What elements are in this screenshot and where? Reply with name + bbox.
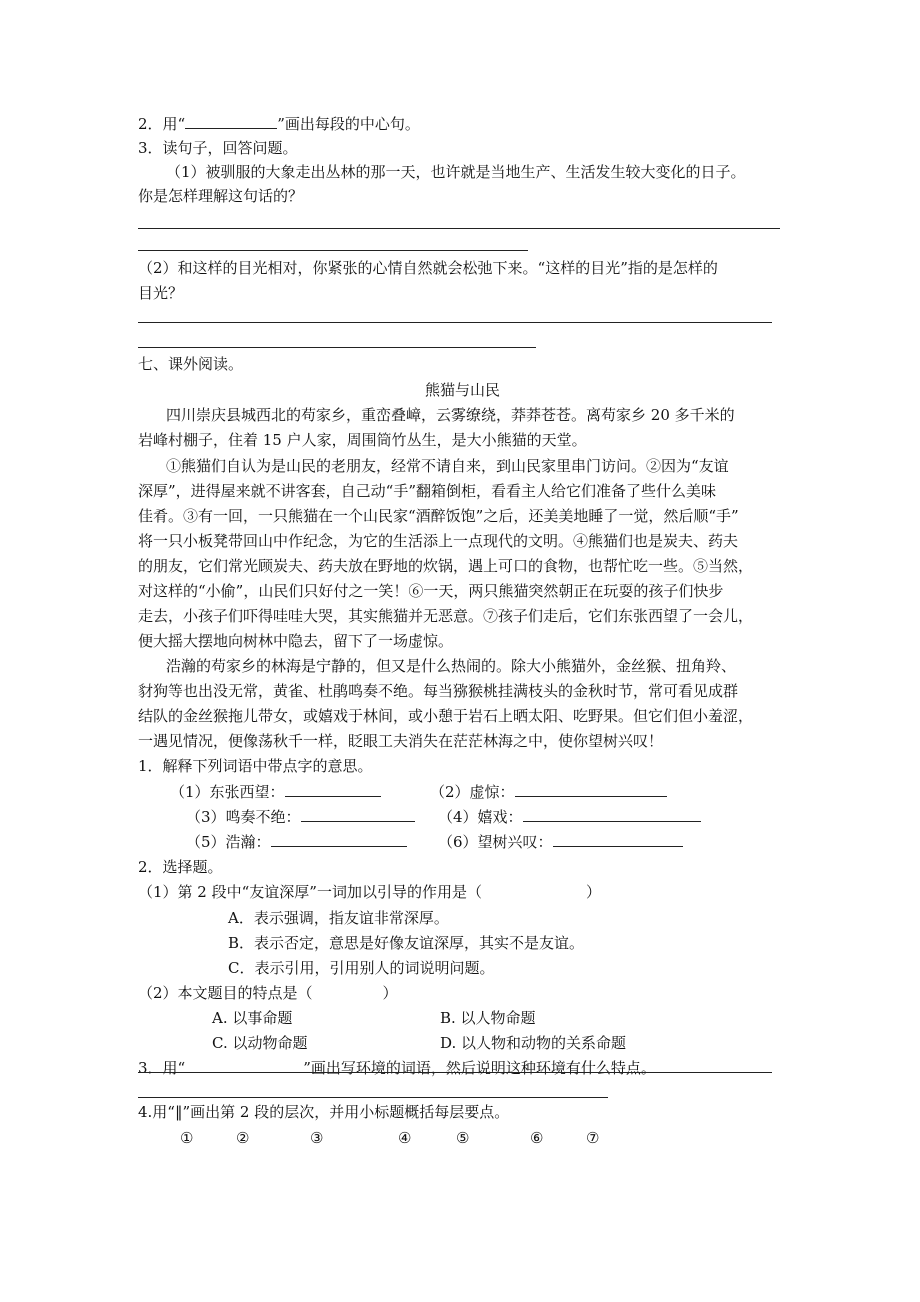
option[interactable]: A. 以事命题 <box>212 1009 293 1027</box>
article-title: 熊猫与山民 <box>425 381 501 399</box>
choice-question-1: （1）第 2 段中“友谊深厚”一词加以引导的作用是（ ） <box>138 883 601 901</box>
para1-line: 四川崇庆县城西北的苟家乡，重峦叠嶂，云雾缭绕，莽莽苍苍。离苟家乡 20 多千米的 <box>166 406 735 424</box>
option[interactable]: A．表示强调，指友谊非常深厚。 <box>228 909 449 927</box>
vocab-item: （1）东张西望： <box>170 782 381 802</box>
sentence1-line2: 你是怎样理解这句话的？ <box>138 187 304 205</box>
para2-line: 走去，小孩子们吓得哇哇大哭，其实熊猫并无恶意。⑦孩子们走后，它们东张西望了一会儿， <box>138 607 754 625</box>
blank-line[interactable] <box>553 832 683 847</box>
vocab-item: （2）虚惊： <box>430 782 667 802</box>
vocab-item: （3）鸣奏不绝： <box>186 807 415 827</box>
circle-number: ④ <box>398 1129 412 1147</box>
q1-label: 1．解释下列词语中带点字的意思。 <box>138 757 373 775</box>
option[interactable]: B．表示否定，意思是好像友谊深厚，其实不是友谊。 <box>228 934 585 952</box>
vocab-item: （4）嬉戏： <box>438 807 701 827</box>
para3-line: 浩瀚的苟家乡的林海是宁静的，但又是什么热闹的。除大小熊猫外，金丝猴、扭角羚、 <box>166 657 737 675</box>
para3-line: 一遇见情况，便像荡秋千一样，眨眼工夫消失在茫茫林海之中，使你望树兴叹！ <box>138 732 664 750</box>
q3-text: 3．用“ ”画出写环境的词语，然后说明这种环境有什么特点。 <box>138 1059 656 1077</box>
vocab-item: （6）望树兴叹： <box>438 832 683 852</box>
para2-line: ①熊猫们自认为是山民的老朋友，经常不请自来，到山民家里串门访问。②因为“友谊 <box>166 457 729 475</box>
blank-line[interactable] <box>285 782 381 797</box>
blank-line[interactable] <box>523 807 701 822</box>
sentence2-line2: 目光？ <box>138 284 184 302</box>
blank-line[interactable] <box>185 114 277 129</box>
option[interactable]: B. 以人物命题 <box>440 1009 536 1027</box>
para3-line: 结队的金丝猴拖儿带女，或嬉戏于林间，或小憩于岩石上晒太阳、吃野果。但它们但小羞涩， <box>138 707 754 725</box>
circle-number: ⑥ <box>530 1129 544 1147</box>
circle-number: ② <box>236 1129 250 1147</box>
q2-text: 2．用“ ”画出每段的中心句。 <box>138 115 420 133</box>
vocab-item: （5）浩瀚： <box>186 832 407 852</box>
blank-line[interactable] <box>515 782 667 797</box>
section-heading: 七、课外阅读。 <box>138 355 244 373</box>
option[interactable]: C. 以动物命题 <box>212 1034 308 1052</box>
option[interactable]: C．表示引用，引用别人的词说明问题。 <box>228 959 495 977</box>
answer-line[interactable] <box>138 228 780 229</box>
circle-number: ⑤ <box>456 1129 470 1147</box>
option[interactable]: D. 以人物和动物的关系命题 <box>440 1034 627 1052</box>
blank-line[interactable] <box>301 807 415 822</box>
answer-line[interactable] <box>138 1097 608 1098</box>
para2-line: 对这样的“小偷”，山民们只好付之一笑！⑥一天，两只熊猫突然朝正在玩耍的孩子们快步 <box>138 582 724 600</box>
choice-question-2: （2）本文题目的特点是（ ） <box>138 984 398 1002</box>
blank-line[interactable] <box>185 1058 303 1073</box>
para2-line: 便大摇大摆地向树林中隐去，留下了一场虚惊。 <box>138 632 454 650</box>
blank-line[interactable] <box>271 832 407 847</box>
answer-line[interactable] <box>138 1072 772 1073</box>
sentence1-line1: （1）被驯服的大象走出丛林的那一天，也许就是当地生产、生活发生较大变化的日子。 <box>166 163 746 181</box>
para2-line: 的朋友，它们常光顾炭夫、药夫放在野地的炊锅，遇上可口的食物，也帮忙吃一些。⑤当然， <box>138 557 754 575</box>
answer-line[interactable] <box>138 347 536 348</box>
answer-line[interactable] <box>138 322 772 323</box>
circle-number: ① <box>180 1129 194 1147</box>
para3-line: 豺狗等也出没无常，黄雀、杜鹃鸣奏不绝。每当猕猴桃挂满枝头的金秋时节，常可看见成群 <box>138 682 739 700</box>
sentence2-line1: （2）和这样的目光相对，你紧张的心情自然就会松弛下来。“这样的目光”指的是怎样的 <box>138 259 718 277</box>
para1-line: 岩峰村棚子，住着 15 户人家，周围筒竹丛生，是大小熊猫的天堂。 <box>138 431 587 449</box>
q3-label: 3．读句子，回答问题。 <box>138 139 298 157</box>
circle-number: ⑦ <box>586 1129 600 1147</box>
circle-number: ③ <box>310 1129 324 1147</box>
answer-line[interactable] <box>138 250 528 251</box>
para2-line: 深厚”，进得屋来就不讲客套，自己动“手”翻箱倒柜，看看主人给它们准备了些什么美味 <box>138 482 717 500</box>
q2-label: 2．选择题。 <box>138 858 223 876</box>
para2-line: 佳肴。③有一回，一只熊猫在一个山民家“酒醉饭饱”之后，还美美地睡了一觉，然后顺“手” <box>138 507 739 525</box>
q4-label: 4.用“‖”画出第 2 段的层次，并用小标题概括每层要点。 <box>138 1103 510 1121</box>
para2-line: 将一只小板凳带回山中作纪念，为它的生活添上一点现代的文明。④熊猫们也是炭夫、药夫 <box>138 532 739 550</box>
